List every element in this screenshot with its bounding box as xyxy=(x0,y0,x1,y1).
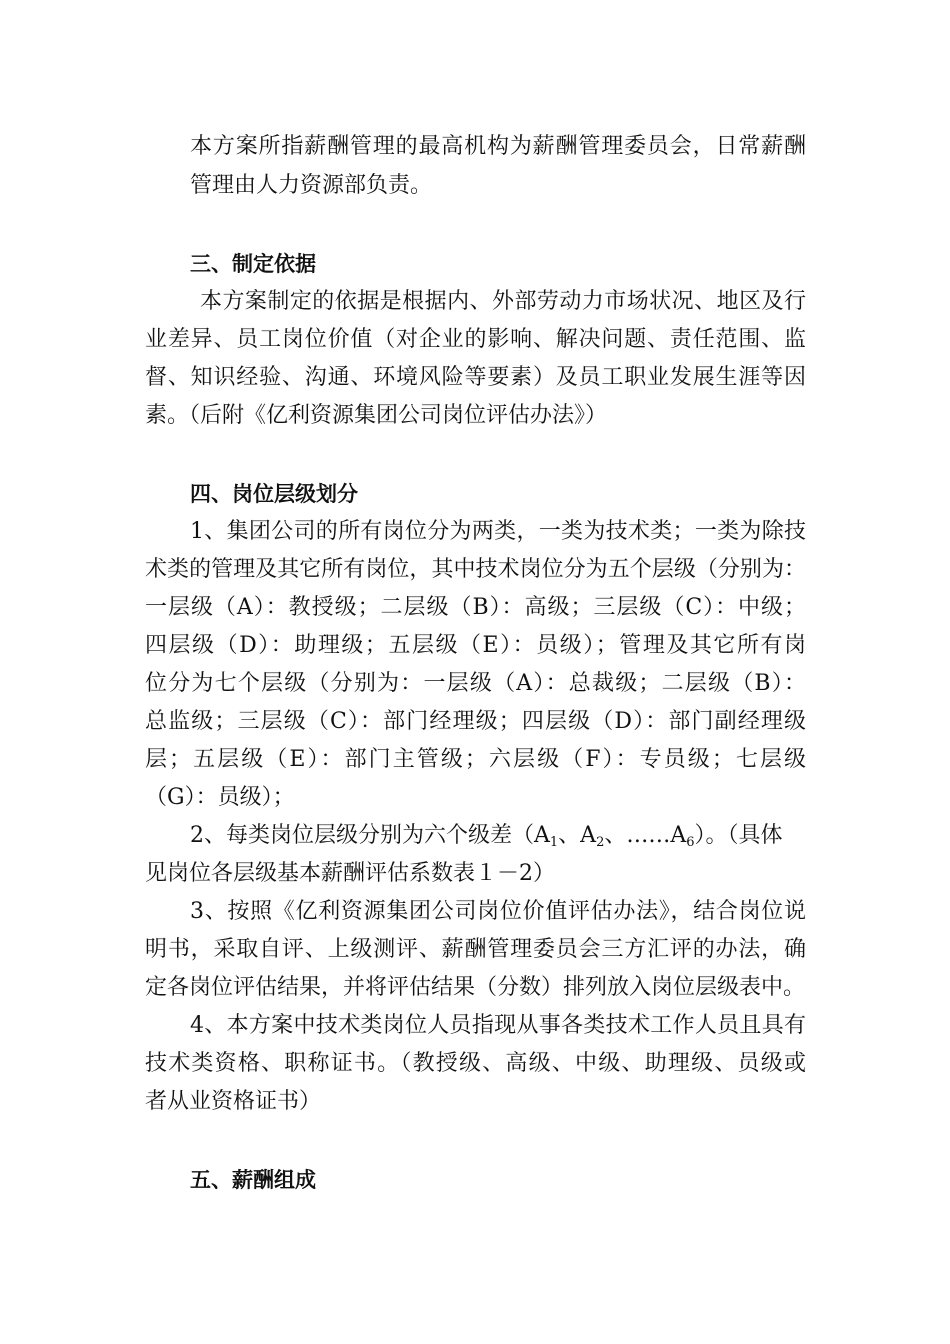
section-4-p3-line-3: 定各岗位评估结果，并将评估结果（分数）排列放入岗位层级表中。 xyxy=(145,975,806,1000)
p2-sub-1: 1 xyxy=(549,835,559,850)
intro-line-2: 管理由人力资源部负责。 xyxy=(190,173,433,198)
section-4-p3-line-2: 明书，采取自评、上级测评、薪酬管理委员会三方汇评的办法，确 xyxy=(145,937,806,962)
section-4-p1-line-5: 位分为七个层级（分别为：一层级（A）：总裁级；二层级（B）： xyxy=(145,671,806,696)
section-4-p2-line-2: 见岗位各层级基本薪酬评估系数表１－2） xyxy=(145,861,555,886)
section-3-line-1: 本方案制定的依据是根据内、外部劳动力市场状况、地区及行 xyxy=(200,289,806,314)
section-4-p4-line-1: 4、本方案中技术类岗位人员指现从事各类技术工作人员且具有 xyxy=(190,1013,806,1038)
section-4-p1-line-1: 1、集团公司的所有岗位分为两类，一类为技术类；一类为除技 xyxy=(190,519,806,544)
section-4-p1-line-8: （G）：员级）； xyxy=(145,785,295,810)
section-4-p1-line-6: 总监级；三层级（C）：部门经理级；四层级（D）：部门副经理级 xyxy=(145,709,806,734)
section-5-heading: 五、薪酬组成 xyxy=(190,1168,316,1192)
section-4-p2-line-1 xyxy=(190,821,783,851)
intro-line-1: 本方案所指薪酬管理的最高机构为薪酬管理委员会，日常薪酬 xyxy=(190,134,806,159)
section-3-line-4: 素。（后附《亿利资源集团公司岗位评估办法》） xyxy=(145,403,608,428)
section-4-p1-line-4: 四层级（D）：助理级；五层级（E）：员级）；管理及其它所有岗 xyxy=(145,633,806,658)
section-4-heading: 四、岗位层级划分 xyxy=(190,482,358,506)
p2-text-c: 、……A xyxy=(604,823,687,848)
section-4-p1-line-3: 一层级（A）：教授级；二层级（B）：高级；三层级（C）：中级； xyxy=(145,595,806,620)
p2-sub-2: 2 xyxy=(596,835,605,850)
section-4-p1-line-7: 层；五层级（E）：部门主管级；六层级（F）：专员级；七层级 xyxy=(145,747,806,772)
p2-sub-3: 6 xyxy=(686,835,695,850)
section-3-heading: 三、制定依据 xyxy=(190,252,316,276)
p2-text-d: ）。（具体 xyxy=(694,823,783,848)
section-4-p1-line-2: 术类的管理及其它所有岗位，其中技术岗位分为五个层级（分别为： xyxy=(145,557,806,582)
section-4-p3-line-1: 3、按照《亿利资源集团公司岗位价值评估办法》，结合岗位说 xyxy=(190,899,806,924)
section-3-line-2: 业差异、员工岗位价值（对企业的影响、解决问题、责任范围、监 xyxy=(145,327,806,352)
p2-text-b: 、A xyxy=(558,823,597,848)
section-3-line-3: 督、知识经验、沟通、环境风险等要素）及员工职业发展生涯等因 xyxy=(145,365,806,390)
p2-text-a: 2、每类岗位层级分别为六个级差（A xyxy=(190,823,550,848)
section-4-p4-line-2: 技术类资格、职称证书。（教授级、高级、中级、助理级、员级或 xyxy=(145,1051,806,1076)
section-4-p4-line-3: 者从业资格证书） xyxy=(145,1089,322,1114)
